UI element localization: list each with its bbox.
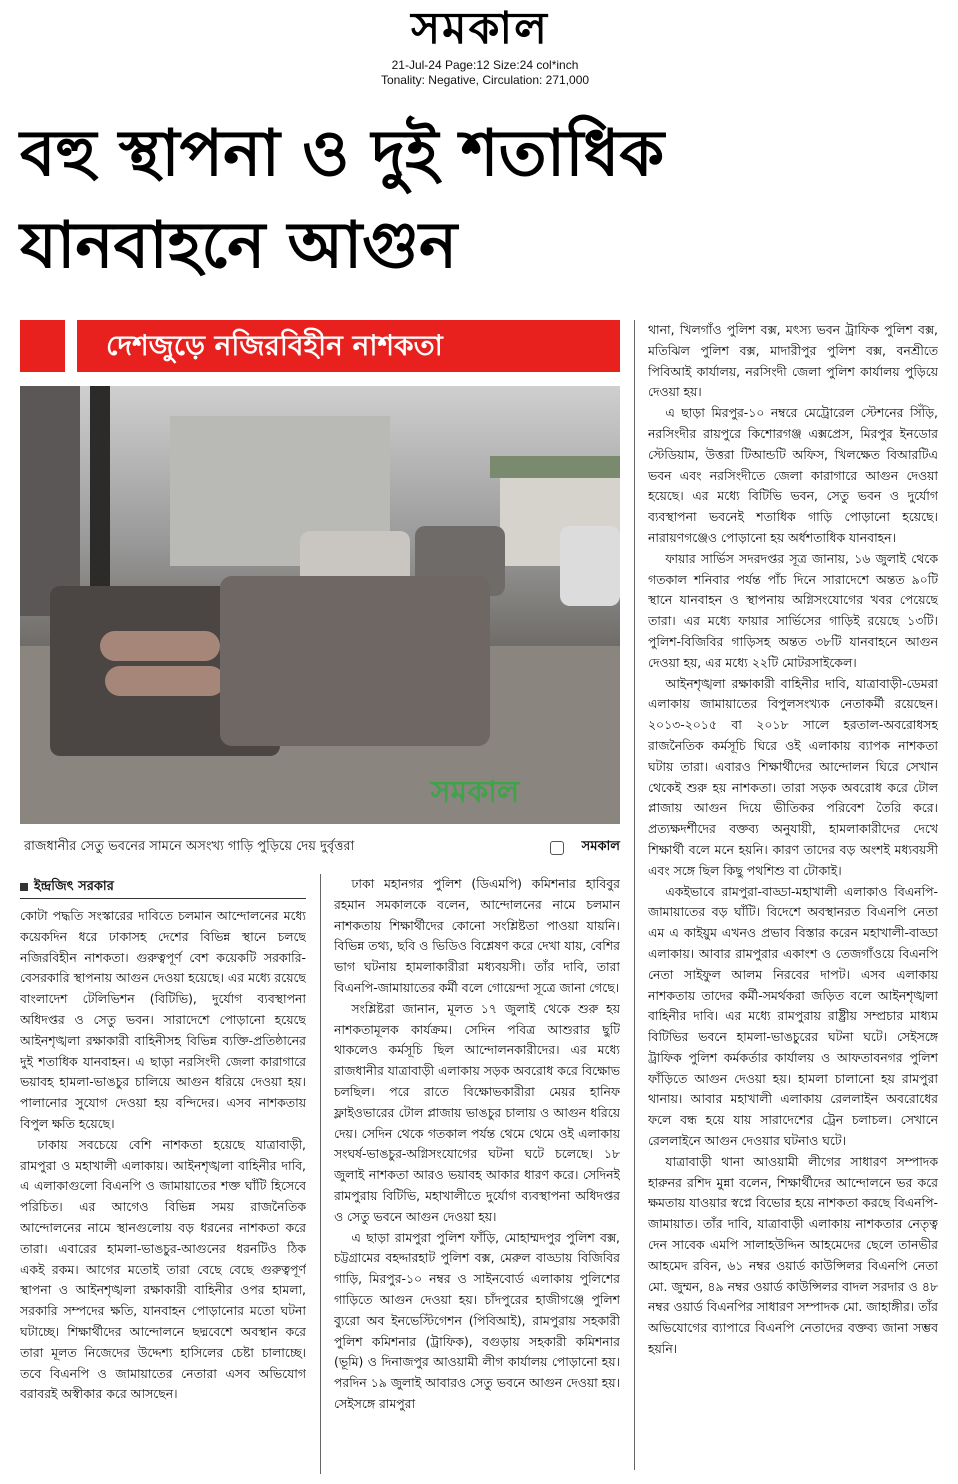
article-column-2	[334, 874, 620, 1474]
photo-roof	[490, 456, 620, 478]
column-rule	[320, 874, 321, 1474]
article-paragraph: এ ছাড়া মিরপুর-১০ নম্বরে মেট্রোরেল স্টেশনের সিঁড়ি, নরসিংদীর রায়পুরে কিশোরগঞ্জ এক্সপ্রেস, মিরপুর ইনডোর স্টেডিয়াম, উত্তরা টিআন্ডটি অফিস, খিলক্ষেত বিআরটিএ ভবন এবং নরসিংদীতে জেলা কারাগারে আগুন দেওয়া হয়েছে। এর মধ্যে বিটিভি ভবন, সেতু ভবন ও দুর্যোগ ব্যবস্থাপনা ভবনেই শতাধিক গাড়ি পোড়ানো হয়েছে। নারায়ণগঞ্জেও পোড়ানো হয় অর্ধশতাধিক যানবাহন।	[648, 405, 938, 545]
news-photo	[20, 386, 620, 824]
bullet-square-icon	[20, 883, 28, 891]
photo-gas-cylinder	[105, 666, 225, 696]
byline	[20, 876, 306, 899]
article-column-3	[648, 320, 938, 1470]
photo-gas-cylinder	[100, 631, 220, 661]
caption-credit: সমকাল	[581, 839, 620, 854]
article-paragraph: যাত্রাবাড়ী থানা আওয়ামী লীগের সাধারণ সম্পাদক হারুনর রশিদ মুন্না বলেন, শিক্ষার্থীদের আন্দোলনে ভর করে ক্ষমতায় যাওয়ার স্বপ্নে বিভোর হয়ে নাশকতা করছে বিএনপি-জামায়াত। তাঁর দাবি, যাত্রাবাড়ী এলাকায় নাশকতার নেতৃত্ব দেন সাবেক এমপি সালাহউদ্দিন আহমেদের ছেলে তানভীর আহমেদ রবিন, ৬১ নম্বর ওয়ার্ড কাউন্সিলর বিএনপি নেতা মো. জুম্মন, ৪৯ নম্বর ওয়ার্ড কাউন্সিলর বাদল সরদার ও ৪৮ নম্বর ওয়ার্ড বিএনপির সাধারণ সম্পাদক মো. জাহাঙ্গীর। তাঁর অভিযোগের ব্যাপারে বিএনপি নেতাদের বক্তব্য জানা সম্ভব হয়নি।	[648, 1153, 938, 1357]
article-paragraph: সংশ্লিষ্টরা জানান, মূলত ১৭ জুলাই থেকে শুরু হয় নাশকতামূলক কার্যক্রম। সেদিন পবিত্র আশুরার ছুটি থাকলেও কর্মসূচি ছিল আন্দোলনকারীদের। এর মধ্যে রাজধানীর যাত্রাবাড়ী এলাকায় সড়ক অবরোধ করে বিক্ষোভ চলছিল। পরে রাতে বিক্ষোভকারীরা মেয়র হানিফ ফ্লাইওভারের টোল প্লাজায় ভাঙচুর চালায় ও আগুন ধরিয়ে দেয়। সেদিন থেকে গতকাল পর্যন্ত থেমে থেমে ওই এলাকায় সংঘর্ষ-ভাঙচুর-অগ্নিসংযোগের ঘটনা ঘটে চলেছে। ১৮ জুলাই নাশকতা আরও ভয়াবহ আকার ধারণ করে। সেদিনই রামপুরায় বিটিভি, মহাখালীতে দুর্যোগ ব্যবস্থাপনা অধিদপ্তর ও সেতু ভবনে আগুন দেওয়া হয়।	[334, 1000, 620, 1224]
masthead	[0, 0, 958, 60]
photo-watermark: সমকাল	[430, 775, 520, 810]
headline: বহু স্থাপনা ও দুই শতাধিক যানবাহনে আগুন	[20, 117, 665, 283]
camera-icon	[550, 841, 564, 855]
article-column-1	[20, 906, 306, 1466]
article-paragraph: একইভাবে রামপুরা-বাড্ডা-মহাখালী এলাকাও বিএনপি-জামায়াতের বড় ঘাঁটি। বিদেশে অবস্থানরত বিএনপি নেতা এম এ কাইয়ুম এখনও প্রভাব বিস্তার করেন মহাখালী-বাড্ডা এলাকায়। আবার রামপুরার একাংশ ও তেজগাঁওয়ে বিএনপি নেতা সাইফুল আলম নিরবের দাপট। এসব এলাকায় নাশকতায় তাদের কর্মী-সমর্থকরা জড়িত বলে আইনশৃঙ্খলা বাহিনীর দাবি। এর মধ্যে রামপুরায় রাষ্ট্রীয় সম্প্রচার মাধ্যম বিটিভির ভবনে হামলা-ভাঙচুরের ঘটনা ঘটে। সেইসঙ্গে ট্রাফিক পুলিশ কর্মকর্তার কার্যালয় ও আফতাবনগর পুলিশ ফাঁড়িতে আগুন দেওয়া হয়। হামলা চালানো হয় রামপুরা থানায়। আবার মহাখালী এলাকায় রেললাইন অবরোধের ফলে বন্ধ হয়ে যায় সারাদেশের ট্রেন চলাচল। সেখানে রেললাইনে আগুন দেওয়ার ঘটনাও ঘটে।	[648, 883, 938, 1149]
byline-author: ইন্দ্রজিৎ সরকার	[34, 879, 114, 894]
article-paragraph: ঢাকায় সবচেয়ে বেশি নাশকতা হয়েছে যাত্রাবাড়ী, রামপুরা ও মহাখালী এলাকায়। আইনশৃঙ্খলা বাহিনীর দাবি, এ এলাকাগুলো বিএনপি ও জামায়াতের শক্ত ঘাঁটি হিসেবে পরিচিত। এর আগেও বিভিন্ন সময় রাজনৈতিক আন্দোলনের নামে স্থানগুলোয় বড় ধরনের নাশকতা করে তারা। এবারের হামলা-ভাঙচুর-আগুনের ধরনটিও ঠিক একই রকম। আগের মতোই তারা বেছে বেছে গুরুত্বপূর্ণ স্থাপনা ও আইনশৃঙ্খলা রক্ষাকারী বাহিনীর ওপর হামলা, সরকারি সম্পদের ক্ষতি, যানবাহন পোড়ানোর মতো ঘটনা ঘটাচ্ছে। শিক্ষার্থীদের আন্দোলনে ছদ্মবেশে অবস্থান করে তারা মূলত নিজেদের উদ্দেশ্য হাসিলের চেষ্টা চালাচ্ছে। তবে বিএনপি ও জামায়াতের নেতারা এসব অভিযোগ বরাবরই অস্বীকার করে আসছেন।	[20, 1136, 306, 1402]
photo-building	[20, 386, 80, 616]
photo-burnt-car	[220, 576, 490, 746]
article-paragraph: এ ছাড়া রামপুরা পুলিশ ফাঁড়ি, মোহাম্মদপুর পুলিশ বক্স, চট্টগ্রামের বহদ্দারহাট পুলিশ বক্স, মেরুল বাড্ডায় বিজিবির গাড়ি, মিরপুর-১০ নম্বর ও সাইনবোর্ড এলাকায় পুলিশের গাড়িতে আগুন দেওয়া হয়। চাঁদপুরের হাজীগঞ্জে পুলিশ ব্যুরো অব ইনভেস্টিগেশন (পিবিআই), রামপুরায় সহকারী পুলিশ কমিশনার (ট্রাফিক), বগুড়ায় সহকারী কমিশনার (ভূমি) ও দিনাজপুর আওয়ামী লীগ কার্যালয় পোড়ানো হয়। পরদিন ১৯ জুলাই আবারও সেতু ভবনে আগুন দেওয়া হয়। সেইসঙ্গে রামপুরা	[334, 1229, 620, 1411]
article-paragraph: ফায়ার সার্ভিস সদরদপ্তর সূত্র জানায়, ১৬ জুলাই থেকে গতকাল শনিবার পর্যন্ত পাঁচ দিনে সারাদেশে অন্তত ৯০টি স্থানে যানবাহন ও স্থাপনায় অগ্নিসংযোগের খবর পেয়েছে তারা। এর মধ্যে ফায়ার সার্ভিসের গাড়িই রয়েছে ১৩টি। পুলিশ-বিজিবির গাড়িসহ অন্তত ৩৮টি যানবাহনে আগুন দেওয়া হয়, এর মধ্যে ২২টি মোটরসাইকেল।	[648, 550, 938, 670]
newspaper-logo: সমকাল	[411, 3, 549, 54]
article-paragraph: আইনশৃঙ্খলা রক্ষাকারী বাহিনীর দাবি, যাত্রাবাড়ী-ডেমরা এলাকায় জামায়াতের বিপুলসংখ্যক নেতাকর্মী রয়েছেন। ২০১৩-২০১৫ বা ২০১৮ সালে হরতাল-অবরোধসহ রাজনৈতিক কর্মসূচি ঘিরে ওই এলাকায় ব্যাপক নাশকতা ঘটায় তারা। এবারও শিক্ষার্থীদের আন্দোলন ঘিরে সেখান থেকেই শুরু হয় নাশকতা। তারা সড়ক অবরোধ করে টোল প্লাজায় আগুন দিয়ে ভীতিকর পরিবেশ তৈরি করে। প্রত্যক্ষদর্শীদের বক্তব্য অনুযায়ী, হামলাকারীদের দেখে শিক্ষার্থী বলে মনে হয়নি। কারণ তাদের বড় অংশই মধ্যবয়সী এবং সঙ্গে ছিল কিছু পথশিশু বা টোকাই।	[648, 675, 938, 878]
photo-caption	[20, 836, 620, 858]
clipping-meta-page: 21-Jul-24 Page:12 Size:24 col*inch	[391, 58, 579, 72]
article-paragraph: ঢাকা মহানগর পুলিশ (ডিএমপি) কমিশনার হাবিবুর রহমান সমকালকে বলেন, আন্দোলনের নামে চলমান নাশকতায় শিক্ষার্থীদের কোনো সংশ্লিষ্টতা পাওয়া যায়নি। বিভিন্ন তথ্য, ছবি ও ভিডিও বিশ্লেষণ করে দেখা যায়, বেশির ভাগ ঘটনায় হামলাকারীরা মধ্যবয়সী। তাঁর দাবি, তারা বিএনপি-জামায়াতের কর্মী বলে গোয়েন্দা সূত্রে জানা গেছে।	[334, 876, 620, 995]
article-paragraph: কোটা পদ্ধতি সংস্কারের দাবিতে চলমান আন্দোলনের মধ্যে কয়েকদিন ধরে ঢাকাসহ দেশের বিভিন্ন স্থানে চলছে নজিরবিহীন নাশকতা। গুরুত্বপূর্ণ বেশ কয়েকটি সরকারি-বেসরকারি স্থাপনায় আগুন দেওয়া হয়েছে। এর মধ্যে রয়েছে বাংলাদেশ টেলিভিশন (বিটিভি), দুর্যোগ ব্যবস্থাপনা অধিদপ্তর ও সেতু ভবন। সারাদেশে পোড়ানো হয়েছে আইনশৃঙ্খলা রক্ষাকারী বাহিনীসহ বিভিন্ন ব্যক্তি-প্রতিষ্ঠানের দুই শতাধিক যানবাহন। এ ছাড়া নরসিংদী জেলা কারাগারে ভয়াবহ হামলা-ভাঙচুর চালিয়ে আগুন ধরিয়ে দেওয়া হয়। পালানোর সুযোগ দেওয়া হয় বন্দিদের। এসব নাশকতায় বিপুল ক্ষতি হয়েছে।	[20, 908, 306, 1131]
strap-divider	[65, 320, 77, 372]
strap-banner	[20, 320, 620, 372]
photo-burnt-car	[560, 526, 620, 606]
article-paragraph: থানা, খিলগাঁও পুলিশ বক্স, মৎস্য ভবন ট্রাফিক পুলিশ বক্স, মতিঝিল পুলিশ বক্স, মাদারীপুর পুলিশ বক্স, বনশ্রীতে পিবিআই কার্যালয়, নরসিংদী জেলা পুলিশ কার্যালয় পুড়িয়ে দেওয়া হয়।	[648, 322, 938, 400]
strap-divider-inner	[77, 320, 85, 372]
strap-text: দেশজুড়ে নজিরবিহীন নাশকতা	[106, 329, 443, 362]
caption-text: রাজধানীর সেতু ভবনের সামনে অসংখ্য গাড়ি পুড়িয়ে দেয় দুর্বৃত্তরা	[24, 839, 355, 854]
clipping-meta-tonality: Tonality: Negative, Circulation: 271,000	[380, 73, 590, 87]
column-rule	[634, 320, 635, 1470]
